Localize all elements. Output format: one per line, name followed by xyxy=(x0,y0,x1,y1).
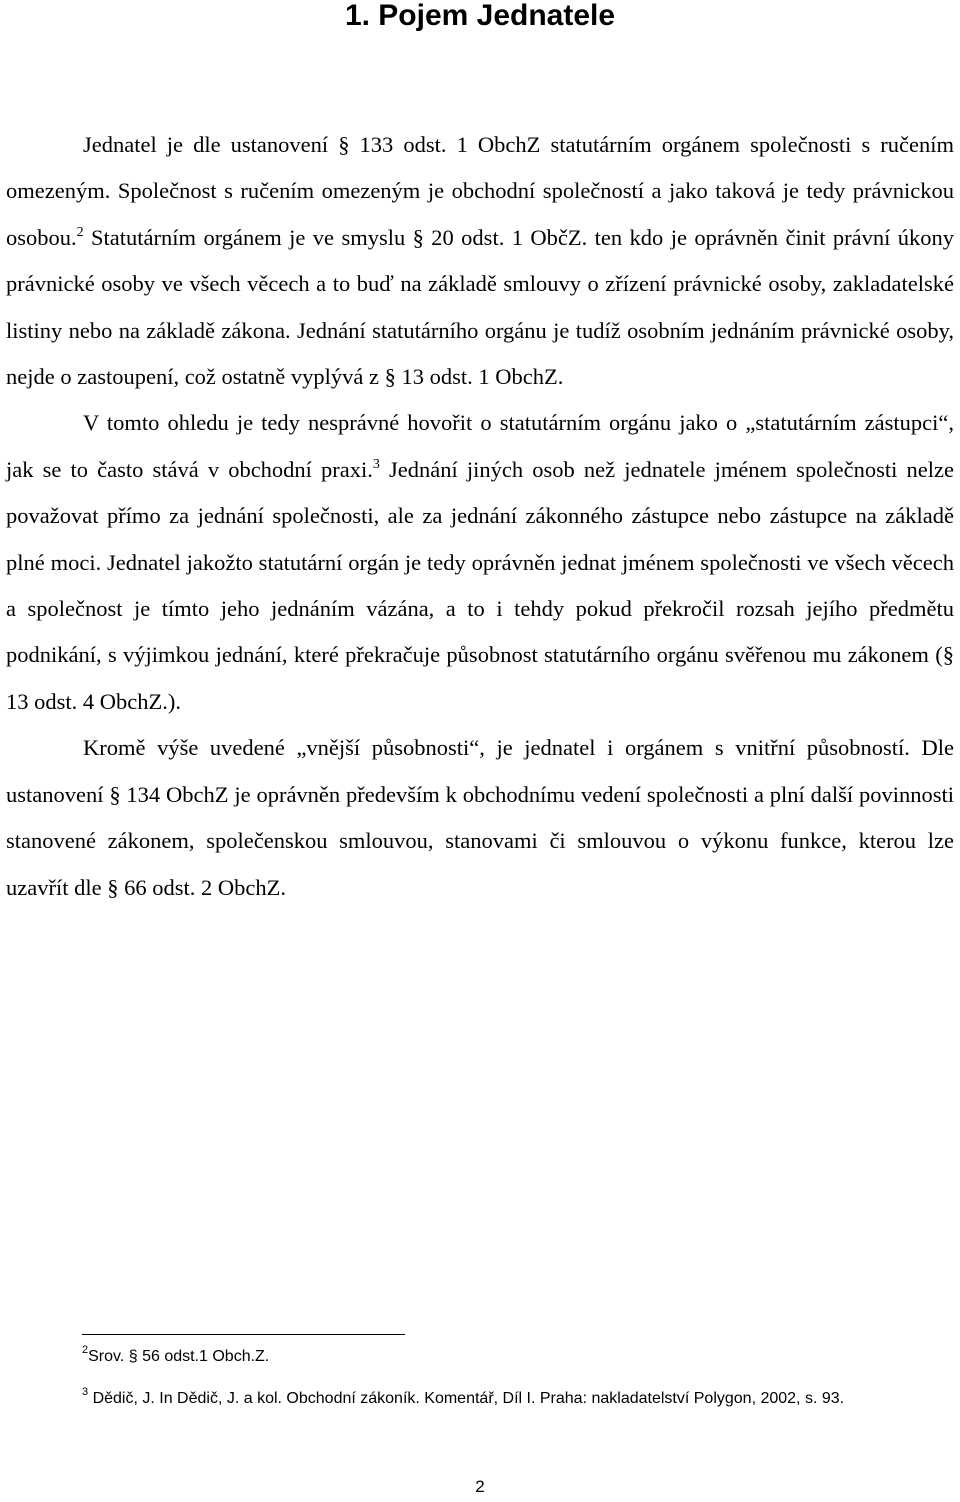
paragraph-text: Jednatel je dle ustanovení § 133 odst. 1 ObchZ statutárním orgánem společnosti s ručením omezeným. Společnost s ručením omezeným je obchodní společností a jako taková je tedy právnickou osobou. xyxy=(6,132,954,250)
page-title: 1. Pojem Jednatele xyxy=(344,0,616,32)
footnote-2 xyxy=(82,1343,958,1371)
footnote-number: 3 xyxy=(82,1386,89,1398)
footnote-text: Dědič, J. In Dědič, J. a kol. Obchodní zákoník. Komentář, Díl I. Praha: nakladatelství Polygon, 2002, s. 93. xyxy=(88,1390,845,1407)
paragraph-3: Kromě výše uvedené „vnější působnosti“, je jednatel i orgánem s vnitřní působností. Dle ustanovení § 134 ObchZ je oprávněn především k obchodnímu vedení společnosti a plní další povinnosti stanovené zákonem, společenskou smlouvou, stanovami či smlouvou o výkonu funkce, kterou lze uzavřít dle § 66 odst. 2 ObchZ. xyxy=(6,735,954,900)
footnote-reference-3[interactable]: 3 xyxy=(372,456,380,472)
body-text xyxy=(6,122,954,911)
page-number: 2 xyxy=(475,1477,485,1496)
paragraph-text: Jednání jiných osob než jednatele jménem společnosti nelze považovat přímo za jednání společnosti, ale za jednání zákonného zástupce nebo zástupce na základě plné moci. Jednatel jakožto statutární orgán je tedy oprávněn jednat jménem společnosti ve všech věcech a společnost je tímto jeho jednáním vázána, a to i tehdy pokud překročil rozsah jejího předmětu podnikání, s výjimkou jednání, které překračuje působnost statutárního orgánu svěřenou mu zákonem (§ 13 odst. 4 ObchZ.). xyxy=(6,456,954,714)
footnote-text: Srov. § 56 odst.1 Obch.Z. xyxy=(88,1348,270,1365)
footnote-separator xyxy=(82,1334,405,1335)
footnote-reference-2[interactable]: 2 xyxy=(76,224,84,240)
paragraph-text: V tomto ohledu je tedy nesprávné hovořit o statutárním orgánu jako o „statutárním zástupci“, jak se to často stává v obchodní praxi. xyxy=(6,410,954,482)
paragraph-text: Statutárním orgánem je ve smyslu § 20 odst. 1 ObčZ. ten kdo je oprávněn činit právní úkony právnické osoby ve všech věcech a to buď na základě smlouvy o zřízení právnické osoby, zakladatelské listiny nebo na základě zákona. Jednání statutárního orgánu je tudíž osobním jednáním právnické osoby, nejde o zastoupení, což ostatně vyplývá z § 13 odst. 1 ObchZ. xyxy=(6,224,954,390)
footnotes xyxy=(82,1343,958,1413)
paragraph-2 xyxy=(6,400,954,725)
paragraph-1 xyxy=(6,122,954,400)
footnote-3 xyxy=(82,1385,958,1413)
footnote-number: 2 xyxy=(82,1344,89,1356)
